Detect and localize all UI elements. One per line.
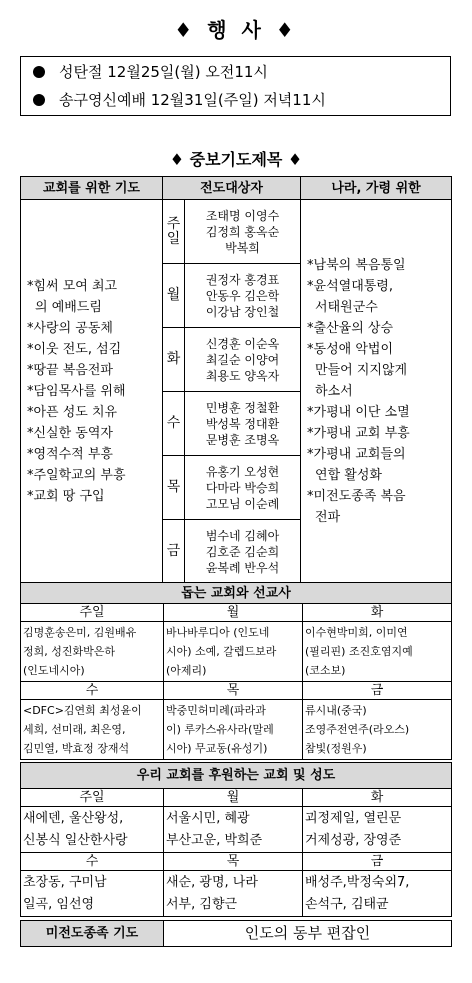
mission-cell: 박중민허미례(파라과 이) 루카스유사라(말레 시아) 무교동(유성기)	[164, 700, 303, 760]
mission-cell: 김명훈송은미, 김원배유 정희, 성진화박은하 (인도네시아)	[21, 622, 164, 682]
supporters-title: 우리 교회를 후원하는 교회 및 성도	[21, 763, 452, 789]
header-nation: 나라, 가령 위한	[301, 177, 452, 200]
day-label: 화	[303, 604, 452, 622]
day-label: 목	[164, 853, 303, 871]
day-label: 주일	[21, 789, 164, 807]
prayer-table	[20, 176, 452, 584]
supporters-table	[20, 762, 452, 917]
evangelism-names: 유홍기 오성현 다마라 박승희 고모님 이순례	[185, 456, 301, 520]
day-label: 수	[21, 853, 164, 871]
day-label: 수	[163, 392, 185, 456]
header-church: 교회를 위한 기도	[21, 177, 163, 200]
day-label: 주일	[21, 604, 164, 622]
day-label: 화	[303, 789, 452, 807]
supporter-cell: 새순, 광명, 나라 서부, 김향근	[164, 871, 303, 917]
church-prayer-list: *힘써 모여 최고 의 예배드림 *사랑의 공동체 *이웃 전도, 섬김 *땅끝 복음전파 *담임목사를 위해 *아픈 성도 치유 *신실한 동역자 *영적수적 부흥 *주일학교의 부흥 *교회 땅 구입	[21, 200, 163, 584]
day-label: 주일	[163, 200, 185, 264]
day-label: 월	[163, 264, 185, 328]
day-label: 화	[163, 328, 185, 392]
day-label: 금	[163, 520, 185, 584]
day-label: 수	[21, 682, 164, 700]
event-item: 성탄절 12월25일(월) 오전11시	[33, 61, 268, 82]
evangelism-names: 권정자 홍경표 안동우 김은학 이강남 장인철	[185, 264, 301, 328]
bullet-icon	[33, 94, 45, 106]
day-label: 금	[303, 682, 452, 700]
events-title: ♦ 행 사 ♦	[174, 18, 298, 42]
nation-prayer-list: *남북의 복음통일 *윤석열대통령, 서태원군수 *출산율의 상승 *동성애 악법이 만들어 지지않게 하소서 *가평내 이단 소멸 *가평내 교회 부흥 *가평내 교회들의 연합 활성화 *미전도종족 복음 전파	[301, 200, 452, 584]
day-label: 월	[164, 789, 303, 807]
evangelism-names: 민병훈 정철환 박성복 정대환 문병훈 조명옥	[185, 392, 301, 456]
missions-title: 돕는 교회와 선교사	[21, 583, 452, 604]
missions-table	[20, 582, 452, 760]
events-box	[20, 56, 451, 116]
unreached-table	[20, 920, 452, 947]
evangelism-names: 조태명 이영수 김정희 홍옥순 박복희	[185, 200, 301, 264]
day-label: 금	[303, 853, 452, 871]
supporter-cell: 새에덴, 울산왕성, 신봉식 일산한사랑	[21, 807, 164, 853]
bullet-icon	[33, 66, 45, 78]
supporter-cell: 괴정제일, 열린문 거제성광, 장영준	[303, 807, 452, 853]
supporter-cell: 초장동, 구미남 일곡, 임선영	[21, 871, 164, 917]
day-label: 월	[164, 604, 303, 622]
unreached-label: 미전도종족 기도	[21, 921, 164, 947]
mission-cell: <DFC>김연희 최성윤이 세희, 선미래, 최은영, 김민열, 박효정 장재석	[21, 700, 164, 760]
event-item: 송구영신예배 12월31일(주일) 저녁11시	[33, 89, 326, 110]
day-label: 목	[164, 682, 303, 700]
unreached-value: 인도의 동부 편잡인	[164, 921, 452, 947]
prayer-title: ♦ 중보기도제목 ♦	[169, 150, 303, 169]
mission-cell: 류시내(중국) 조영주전연주(라오스) 참빛(정원우)	[303, 700, 452, 760]
evangelism-names: 범수네 김혜아 김호준 김순희 윤복례 반우석	[185, 520, 301, 584]
supporter-cell: 서울시민, 혜광 부산고운, 박희준	[164, 807, 303, 853]
day-label: 목	[163, 456, 185, 520]
supporter-cell: 배성주,박정숙외7, 손석구, 김태균	[303, 871, 452, 917]
mission-cell: 이수현박미희, 이미연 (필리핀) 조진호염지예 (코소보)	[303, 622, 452, 682]
header-evangelism: 전도대상자	[163, 177, 301, 200]
mission-cell: 바나바루디아 (인도네 시아) 소예, 갈렙드보라 (아제리)	[164, 622, 303, 682]
evangelism-names: 신경훈 이순옥 최길순 이양여 최용도 양옥자	[185, 328, 301, 392]
